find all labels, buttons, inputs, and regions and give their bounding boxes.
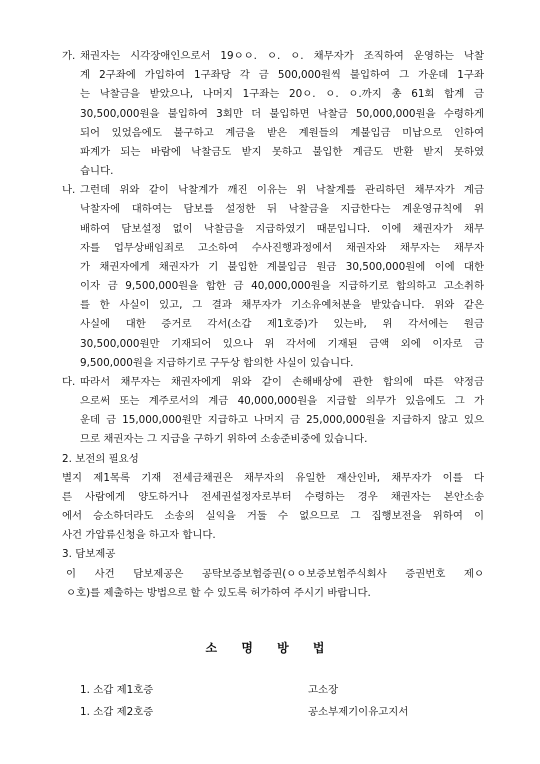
evidence-name: 고소장 bbox=[308, 684, 339, 696]
text-line: 9,500,000원을 지급하기로 구두상 합의한 사실이 있습니다. bbox=[80, 357, 354, 369]
item-marker-da: 다. bbox=[62, 376, 76, 388]
text-line: 사실에 대한 증거로 각서(소갑 제1호증)가 있는바, 위 각서에는 원금 bbox=[80, 318, 484, 330]
text-line: 되어 있었음에도 불구하고 계금을 받은 계원들의 계불입금 미납으로 인하여 bbox=[80, 127, 484, 139]
text-line: 자를 업무상배임죄로 고소하여 수사진행과정에서 채권자와 채무자는 채무자 bbox=[80, 242, 484, 254]
text-line: 따라서 채무자는 채권자에게 위와 같이 손해배상에 관한 합의에 따른 약정금 bbox=[80, 376, 484, 388]
text-line: 가 채권자에게 채권자가 기 불입한 계불입금 원금 30,500,000원에 이에 대한 bbox=[80, 261, 484, 273]
text-line: 그런데 위와 같이 낙찰계가 깨진 이유는 위 낙찰계를 관리하던 채무자가 계금 bbox=[80, 184, 484, 196]
text-line: 에서 승소하더라도 소송의 실익을 거둘 수 없으므로 그 집행보전을 위하여 이 bbox=[62, 510, 484, 522]
text-line: 채권자는 시각장애인으로서 19ㅇㅇ. ㅇ. ㅇ. 채무자가 조직하여 운영하는 낙찰 bbox=[80, 50, 484, 62]
text-line: 계 2구좌에 가입하여 1구좌당 각 금 500,000원씩 불입하여 그 가운데 1구좌 bbox=[80, 69, 484, 81]
text-line: 이자 금 9,500,000원을 합한 금 40,000,000원을 지급하기로 합의하고 고소취하 bbox=[80, 280, 484, 292]
text-line: 30,500,000원만 기재되어 있으나 위 각서에 기재된 금액 외에 이자로 금 bbox=[80, 338, 484, 350]
text-line: 습니다. bbox=[80, 165, 114, 177]
text-line: 별지 제1목록 기재 전세금채권은 채무자의 유일한 재산인바, 채무자가 이를 다 bbox=[62, 472, 484, 484]
text-line: 를 한 사실이 있고, 그 결과 채무자가 기소유예처분을 받았습니다. 위와 같은 bbox=[80, 299, 484, 311]
text-line: 으로써 또는 계주로서의 계금 40,000,000원을 지급할 의무가 있음에도 그 가 bbox=[80, 395, 484, 407]
section-heading-necessity: 2. 보전의 필요성 bbox=[62, 453, 139, 465]
text-line: 른 사람에게 양도하거나 전세권설정자로부터 수령하는 경우 채권자는 본안소송 bbox=[62, 491, 484, 503]
text-line: 사건 가압류신청을 하고자 합니다. bbox=[62, 529, 216, 541]
proof-methods-title: 소 명 방 법 bbox=[205, 641, 335, 655]
text-line: 므로 채권자는 그 지급을 구하기 위하여 소송준비중에 있습니다. bbox=[80, 433, 368, 445]
text-line: 낙찰자에 대하여는 담보를 설정한 뒤 낙찰금을 지급한다는 계운영규칙에 위 bbox=[80, 203, 484, 215]
item-marker-na: 나. bbox=[62, 184, 76, 196]
text-line: 는 낙찰금을 받았으나, 나머지 1구좌는 20ㅇ. ㅇ. ㅇ.까지 총 61회 합계 금 bbox=[80, 88, 484, 100]
evidence-label: 1. 소갑 제1호증 bbox=[80, 684, 154, 696]
text-line: 이 사건 담보제공은 공탁보증보험증권(ㅇㅇ보증보험주식회사 증권번호 제ㅇ bbox=[66, 568, 484, 580]
item-marker-ga: 가. bbox=[62, 50, 76, 62]
text-line: 파계가 되는 바람에 낙찰금도 받지 못하고 불입한 계금도 반환 받지 못하였 bbox=[80, 146, 484, 158]
text-line: 운데 금 15,000,000원만 지급하고 나머지 금 25,000,000원을 지급하지 않고 있으 bbox=[80, 414, 484, 426]
evidence-label: 1. 소갑 제2호증 bbox=[80, 706, 154, 718]
section-heading-security: 3. 담보제공 bbox=[62, 548, 116, 560]
text-line: ㅇ호)를 제출하는 방법으로 할 수 있도록 허가하여 주시기 바랍니다. bbox=[66, 587, 371, 599]
text-line: 30,500,000원을 불입하여 3회만 더 불입하면 낙찰금 50,000,000원을 수령하게 bbox=[80, 108, 484, 120]
text-line: 배하여 담보설정 없이 낙찰금을 지급하였기 때문입니다. 이에 채권자가 채무 bbox=[80, 223, 484, 235]
evidence-name: 공소부제기이유고지서 bbox=[308, 706, 409, 718]
